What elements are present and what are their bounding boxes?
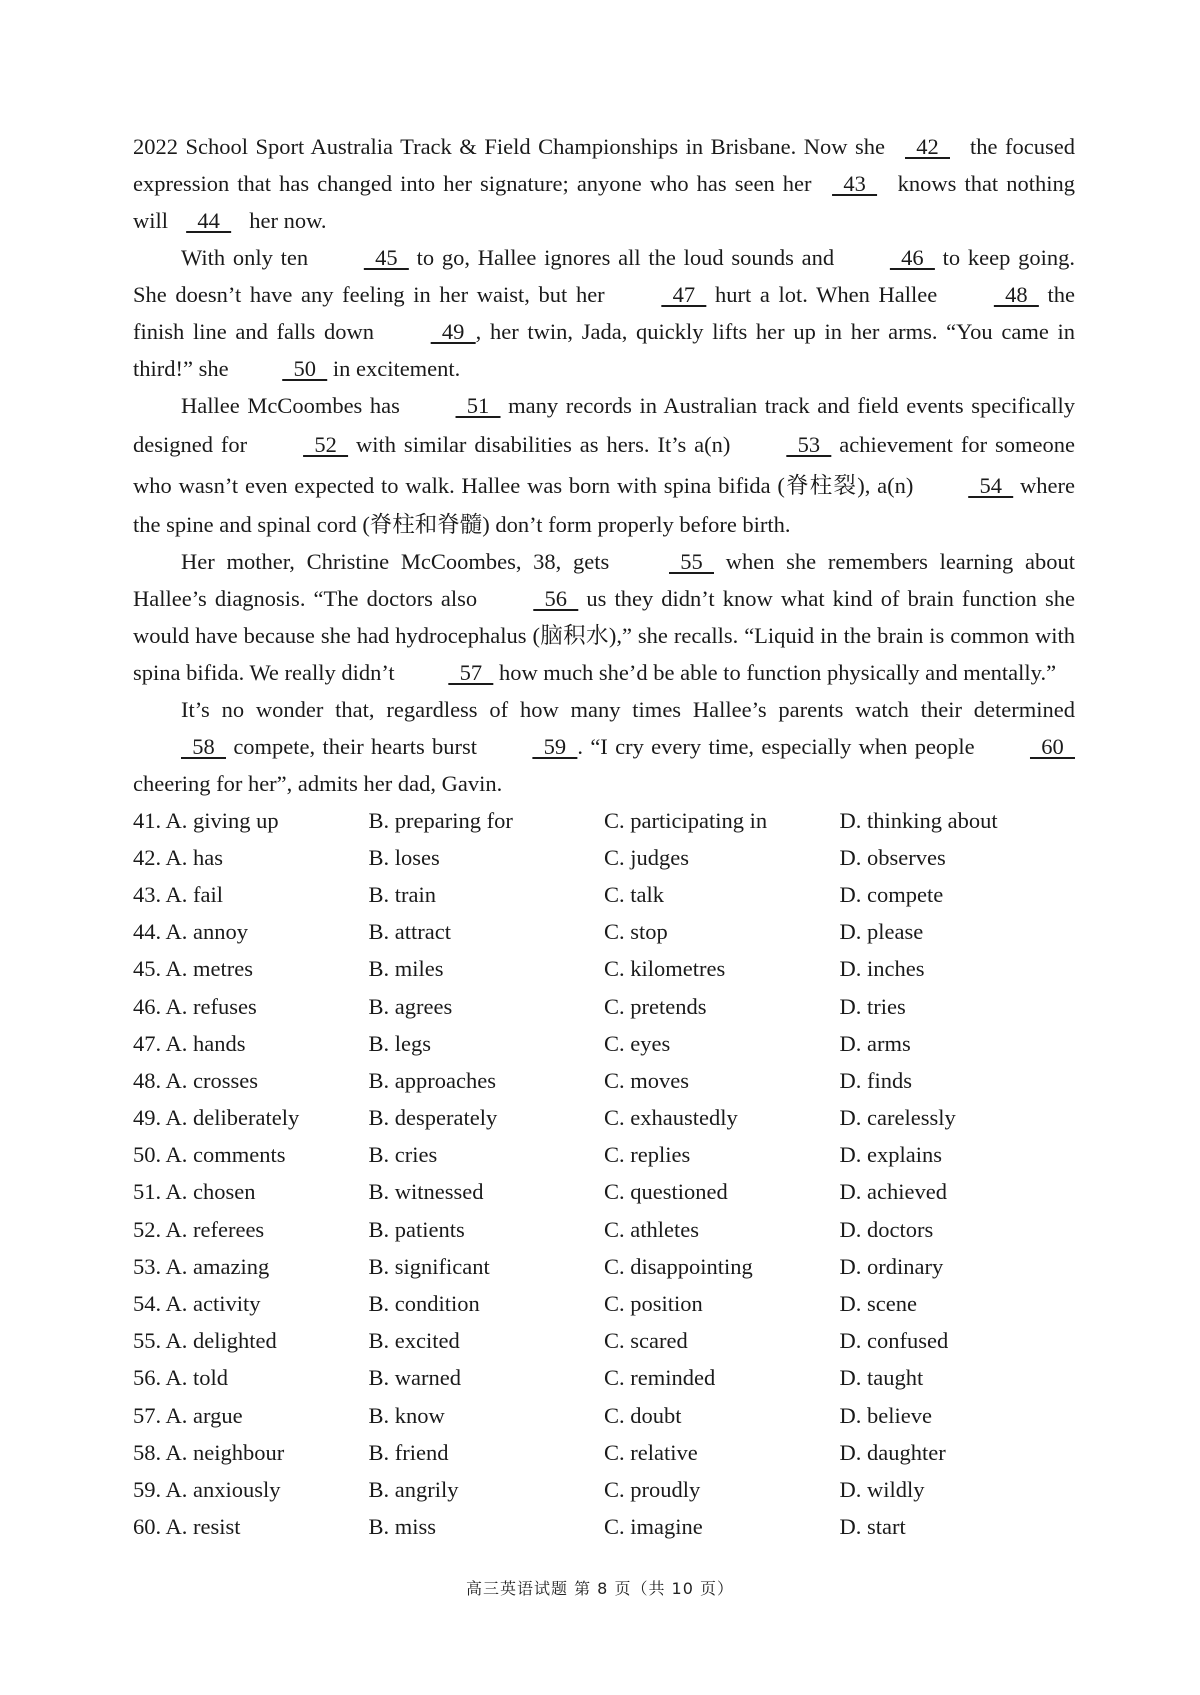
option-row	[133, 1025, 1075, 1062]
blank-52: 52	[303, 432, 349, 457]
option-row	[133, 988, 1075, 1025]
passage-text: . “I cry every time, especially when people	[577, 734, 982, 759]
option-b[interactable]: B. angrily	[368, 1476, 459, 1502]
option-c[interactable]: C. doubt	[604, 1402, 682, 1428]
blank-47: 47	[661, 282, 707, 307]
option-c[interactable]: C. athletes	[604, 1216, 699, 1242]
option-row	[133, 876, 1075, 913]
option-a[interactable]: 46. A. refuses	[133, 993, 257, 1019]
blank-55: 55	[669, 549, 714, 574]
option-c[interactable]: C. exhaustedly	[604, 1105, 738, 1131]
option-a[interactable]: 49. A. deliberately	[133, 1105, 300, 1131]
passage-text: cheering for her”, admits her dad, Gavin.	[133, 771, 503, 796]
passage-text: the focused expression that has changed into her signature; anyone who has seen her	[133, 134, 1075, 196]
option-b[interactable]: B. friend	[368, 1439, 449, 1465]
option-d[interactable]: D. compete	[839, 881, 944, 907]
option-d[interactable]: D. taught	[839, 1365, 924, 1391]
passage-text: many records in Australian track and field events specifically designed for	[133, 393, 1075, 457]
blank-53: 53	[786, 432, 832, 457]
passage-text: us they didn’t know what kind of brain function she would have because she had hydrocephalus (脑积水),” she recalls. “Liquid in the brain is common with spina bifida. We really didn’t	[133, 586, 1075, 685]
option-b[interactable]: B. witnessed	[368, 1179, 484, 1205]
passage-text: the finish line and falls down	[133, 282, 1075, 344]
blank-56: 56	[533, 586, 579, 611]
option-b[interactable]: B. condition	[368, 1291, 480, 1317]
option-d[interactable]: D. inches	[839, 956, 925, 982]
option-d[interactable]: D. explains	[839, 1142, 942, 1168]
option-a[interactable]: 56. A. told	[133, 1365, 229, 1391]
option-a[interactable]: 60. A. resist	[133, 1514, 241, 1540]
blank-60: 60	[1029, 734, 1075, 759]
passage-text: , her twin, Jada, quickly lifts her up in her arms. “You came in third!” she	[133, 319, 1075, 381]
option-d[interactable]: D. observes	[839, 844, 946, 870]
passage-text: where the spine and spinal cord (脊柱和脊髓) don’t form properly before birth.	[133, 473, 1075, 537]
blank-50: 50	[282, 356, 328, 381]
option-c[interactable]: C. judges	[604, 844, 690, 870]
option-row	[133, 1137, 1075, 1174]
option-a[interactable]: 41. A. giving up	[133, 807, 279, 833]
option-row	[133, 951, 1075, 988]
blank-43: 43	[832, 171, 878, 196]
blank-48: 48	[993, 282, 1039, 307]
option-a[interactable]: 44. A. annoy	[133, 919, 248, 945]
option-c[interactable]: C. position	[604, 1291, 703, 1317]
option-c[interactable]: C. eyes	[604, 1030, 671, 1056]
option-c[interactable]: C. replies	[604, 1142, 691, 1168]
option-c[interactable]: C. kilometres	[604, 956, 726, 982]
option-row	[133, 1471, 1075, 1508]
option-b[interactable]: B. cries	[368, 1142, 438, 1168]
option-row	[133, 1100, 1075, 1137]
page-footer: 高三英语试题 第 8 页（共 10 页）	[466, 1579, 734, 1598]
option-d[interactable]: D. thinking about	[839, 807, 998, 833]
option-d[interactable]: D. daughter	[839, 1439, 946, 1465]
option-d[interactable]: D. believe	[839, 1402, 932, 1428]
passage-text: compete, their hearts burst	[226, 734, 485, 759]
blank-45: 45	[363, 245, 409, 270]
option-a[interactable]: 59. A. anxiously	[133, 1476, 281, 1502]
option-d[interactable]: D. wildly	[839, 1476, 925, 1502]
option-b[interactable]: B. warned	[368, 1365, 461, 1391]
passage-paragraph-5	[133, 691, 1075, 802]
blank-46: 46	[889, 245, 935, 270]
option-a[interactable]: 53. A. amazing	[133, 1253, 270, 1279]
passage-paragraph-3	[133, 387, 1075, 543]
passage-text: Her mother, Christine McCoombes, 38, gets	[181, 549, 621, 574]
passage-text: with similar disabilities as hers. It’s a(n)	[348, 432, 739, 457]
option-d[interactable]: D. ordinary	[839, 1253, 944, 1279]
option-row	[133, 1248, 1075, 1285]
passage-text: when she remembers learning about Hallee’s diagnosis. “The doctors also	[133, 549, 1075, 611]
option-d[interactable]: D. achieved	[839, 1179, 947, 1205]
passage-text: her now.	[243, 208, 327, 233]
option-c[interactable]: C. participating in	[604, 807, 768, 833]
option-b[interactable]: B. desperately	[368, 1105, 498, 1131]
option-b[interactable]: B. preparing for	[368, 807, 513, 833]
option-b[interactable]: B. know	[368, 1402, 445, 1428]
option-a[interactable]: 57. A. argue	[133, 1402, 243, 1428]
passage-text: hurt a lot. When Hallee	[706, 282, 946, 307]
option-b[interactable]: B. miss	[368, 1514, 437, 1540]
option-row	[133, 1174, 1075, 1211]
option-row	[133, 1434, 1075, 1471]
option-row	[133, 802, 1075, 839]
option-row	[133, 1062, 1075, 1099]
option-b[interactable]: B. miles	[368, 956, 444, 982]
option-row	[133, 1509, 1075, 1546]
option-a[interactable]: 43. A. fail	[133, 881, 223, 907]
option-a[interactable]: 55. A. delighted	[133, 1328, 277, 1354]
option-a[interactable]: 45. A. metres	[133, 956, 253, 982]
passage-paragraph-1	[133, 128, 1075, 239]
option-a[interactable]: 58. A. neighbour	[133, 1439, 285, 1465]
passage-text: It’s no wonder that, regardless of how many times Hallee’s parents watch their determined	[181, 697, 1075, 722]
option-c[interactable]: C. questioned	[604, 1179, 728, 1205]
option-row	[133, 1285, 1075, 1322]
option-c[interactable]: C. reminded	[604, 1365, 716, 1391]
blank-51: 51	[455, 393, 501, 418]
option-c[interactable]: C. imagine	[604, 1514, 703, 1540]
blank-57: 57	[448, 660, 494, 685]
option-c[interactable]: C. proudly	[604, 1476, 701, 1502]
passage-text: With only ten	[181, 245, 316, 270]
option-b[interactable]: B. train	[368, 881, 436, 907]
passage-paragraph-2	[133, 239, 1075, 387]
option-row	[133, 839, 1075, 876]
option-b[interactable]: B. patients	[368, 1216, 465, 1242]
passage-paragraph-4	[133, 543, 1075, 691]
passage-text: 2022 School Sport Australia Track & Field Championships in Brisbane. Now she	[133, 134, 893, 159]
option-b[interactable]: B. approaches	[368, 1067, 496, 1093]
option-d[interactable]: D. start	[839, 1514, 906, 1540]
option-d[interactable]: D. confused	[839, 1328, 949, 1354]
option-a[interactable]: 51. A. chosen	[133, 1179, 256, 1205]
passage-text: Hallee McCoombes has	[181, 393, 408, 418]
passage-text: knows that nothing will	[133, 171, 1075, 233]
option-b[interactable]: B. agrees	[368, 993, 453, 1019]
option-row	[133, 914, 1075, 951]
option-d[interactable]: D. finds	[839, 1067, 912, 1093]
passage-text: to keep going. She doesn’t have any feeling in her waist, but her	[133, 245, 1075, 307]
option-b[interactable]: B. loses	[368, 844, 440, 870]
option-d[interactable]: D. carelessly	[839, 1105, 956, 1131]
option-c[interactable]: C. pretends	[604, 993, 707, 1019]
option-a[interactable]: 50. A. comments	[133, 1142, 286, 1168]
option-b[interactable]: B. excited	[368, 1328, 460, 1354]
blank-54: 54	[968, 473, 1014, 498]
option-b[interactable]: B. legs	[368, 1030, 432, 1056]
option-row	[133, 1211, 1075, 1248]
passage-text: to go, Hallee ignores all the loud sounds and	[408, 245, 842, 270]
option-b[interactable]: B. significant	[368, 1253, 490, 1279]
option-d[interactable]: D. tries	[839, 993, 906, 1019]
option-a[interactable]: 54. A. activity	[133, 1291, 261, 1317]
answer-options	[133, 802, 1075, 1546]
option-c[interactable]: C. scared	[604, 1328, 688, 1354]
option-d[interactable]: D. doctors	[839, 1216, 934, 1242]
option-row	[133, 1323, 1075, 1360]
option-c[interactable]: C. stop	[604, 919, 668, 945]
option-d[interactable]: D. arms	[839, 1030, 911, 1056]
option-c[interactable]: C. moves	[604, 1067, 690, 1093]
option-a[interactable]: 52. A. referees	[133, 1216, 265, 1242]
option-row	[133, 1360, 1075, 1397]
blank-58: 58	[181, 734, 226, 759]
blank-59: 59	[532, 734, 578, 759]
passage-text: how much she’d be able to function physically and mentally.”	[493, 660, 1057, 685]
passage-text: achievement for someone who wasn’t even expected to walk. Hallee was born with spina bifida (脊柱裂), a(n)	[133, 432, 1075, 498]
option-a[interactable]: 48. A. crosses	[133, 1067, 258, 1093]
option-a[interactable]: 42. A. has	[133, 844, 223, 870]
blank-44: 44	[186, 208, 232, 233]
option-c[interactable]: C. talk	[604, 881, 664, 907]
exam-page	[133, 128, 1075, 1546]
option-c[interactable]: C. disappointing	[604, 1253, 753, 1279]
option-c[interactable]: C. relative	[604, 1439, 698, 1465]
passage-text: in excitement.	[327, 356, 461, 381]
option-d[interactable]: D. scene	[839, 1291, 917, 1317]
option-a[interactable]: 47. A. hands	[133, 1030, 246, 1056]
option-d[interactable]: D. please	[839, 919, 924, 945]
blank-42: 42	[905, 134, 950, 159]
blank-49: 49	[430, 319, 476, 344]
option-row	[133, 1397, 1075, 1434]
option-b[interactable]: B. attract	[368, 919, 451, 945]
